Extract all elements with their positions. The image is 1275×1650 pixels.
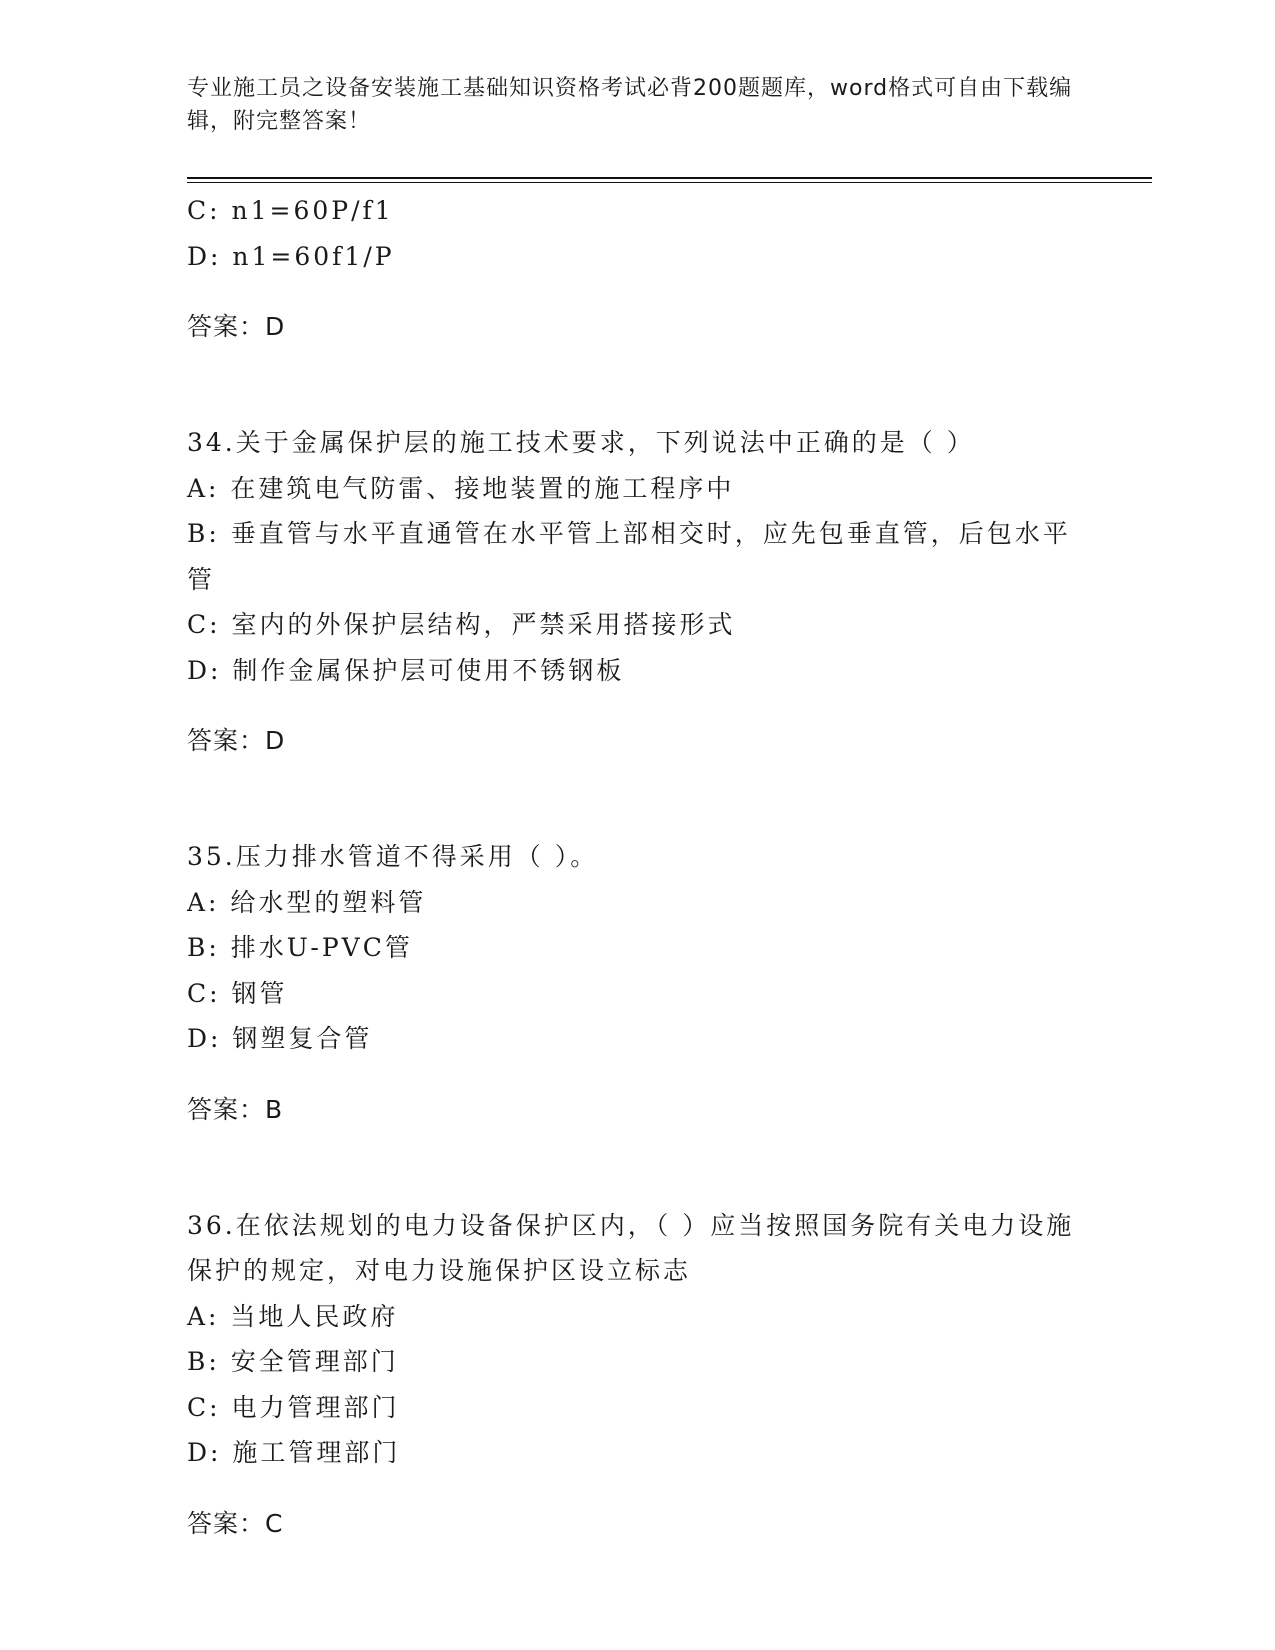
header-rule-thin bbox=[187, 182, 1152, 183]
question-stem: 35.压力排水管道不得采用（ ）。 bbox=[187, 842, 599, 871]
question-stem: 34.关于金属保护层的施工技术要求，下列说法中正确的是（ ） bbox=[187, 428, 975, 457]
spacer bbox=[187, 789, 1087, 835]
option-a: A: 当地人民政府 bbox=[187, 1301, 399, 1331]
question-34 bbox=[187, 420, 1087, 764]
spacer bbox=[187, 375, 1087, 421]
option-c: C: 电力管理部门 bbox=[187, 1392, 400, 1422]
option-d: D: 钢塑复合管 bbox=[187, 1024, 373, 1053]
option-b: B: 排水U-PVC管 bbox=[187, 933, 413, 962]
question-fragment bbox=[187, 188, 1087, 350]
option-d: D: n1=60f1/P bbox=[187, 241, 395, 271]
option-d: D: 制作金属保护层可使用不锈钢板 bbox=[187, 655, 625, 685]
option-b: B: 垂直管与水平直通管在水平管上部相交时，应先包垂直管，后包水平管 bbox=[187, 519, 1071, 594]
question-35 bbox=[187, 834, 1087, 1132]
option-c: C: 室内的外保护层结构，严禁采用搭接形式 bbox=[187, 610, 736, 639]
answer: 答案：D bbox=[187, 312, 286, 341]
option-a: A: 给水型的塑料管 bbox=[187, 887, 427, 917]
header-rule-thick bbox=[187, 177, 1152, 179]
option-b: B: 安全管理部门 bbox=[187, 1347, 399, 1376]
spacer bbox=[187, 1157, 1087, 1203]
option-c: C: n1=60P/f1 bbox=[187, 196, 394, 225]
option-a: A: 在建筑电气防雷、接地装置的施工程序中 bbox=[187, 473, 735, 503]
question-36 bbox=[187, 1203, 1087, 1547]
question-content bbox=[187, 188, 1087, 1571]
header-text: 专业施工员之设备安装施工基础知识资格考试必背200题题库，word格式可自由下载编辑，附完整答案！ bbox=[187, 76, 1073, 134]
answer: 答案：B bbox=[187, 1094, 284, 1124]
option-d: D: 施工管理部门 bbox=[187, 1438, 401, 1467]
question-stem: 36.在依法规划的电力设备保护区内，（ ）应当按照国务院有关电力设施保护的规定，对电力设施保护区设立标志 bbox=[187, 1210, 1075, 1285]
answer: 答案：D bbox=[187, 726, 286, 755]
answer: 答案：C bbox=[187, 1508, 284, 1538]
option-c: C: 钢管 bbox=[187, 978, 288, 1008]
page-header bbox=[187, 72, 1087, 138]
